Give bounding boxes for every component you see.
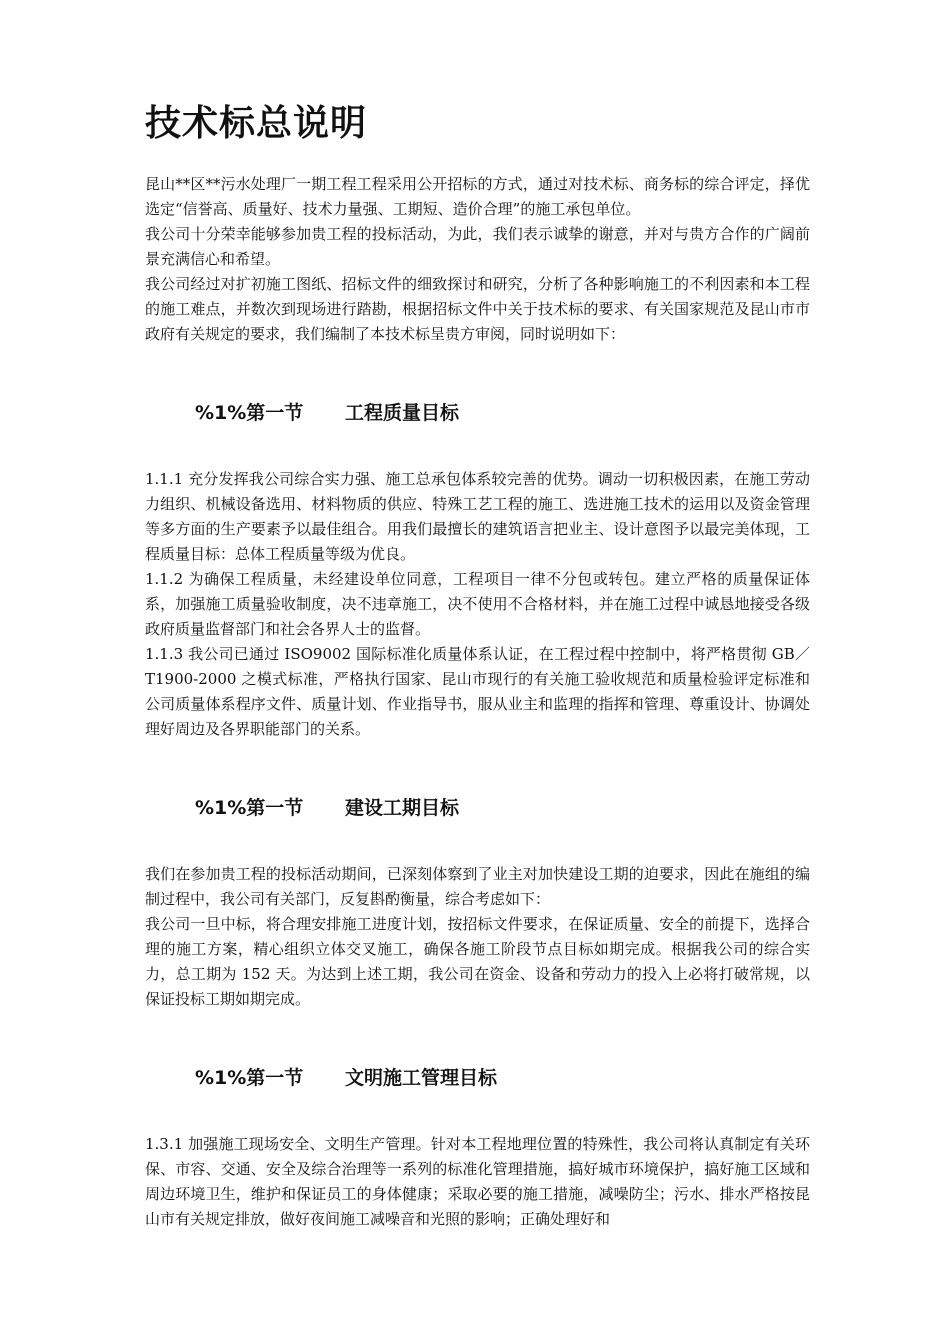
section-title: 文明施工管理目标 [345, 1067, 498, 1089]
section-number: %1%第一节 [195, 797, 304, 819]
section-schedule [145, 794, 810, 1012]
section-paragraph: 1.1.3 我公司已通过 ISO9002 国际标准化质量体系认证，在工程过程中控制中，将严格贯彻 GB／T1900-2000 之模式标准，严格执行国家、昆山市现行的有关施工验收规范和质量检验评定标准和公司质量体系程序文件、质量计划、作业指导书，服从业主和监理的指挥和管理、尊重设计、协调处理好周边及各界职能部门的关系。 [145, 645, 810, 738]
section-title: 建设工期目标 [345, 797, 460, 819]
intro-paragraph: 昆山**区**污水处理厂一期工程工程采用公开招标的方式，通过对技术标、商务标的综合评定，择优选定“信誉高、质量好、技术力量强、工期短、造价合理”的施工承包单位。 [145, 175, 810, 218]
section-paragraph: 我们在参加贵工程的投标活动期间，已深刻体察到了业主对加快建设工期的迫要求，因此在施组的编制过程中，我公司有关部门，反复斟酌衡量，综合考虑如下： [145, 865, 810, 908]
section-paragraph: 我公司一旦中标，将合理安排施工进度计划，按招标文件要求，在保证质量、安全的前提下，选择合理的施工方案，精心组织立体交叉施工，确保各施工阶段节点目标如期完成。根据我公司的综合实力，总工期为 152 天。为达到上述工期，我公司在资金、设备和劳动力的投入上必将打破常规，以保证投标工期如期完成。 [145, 915, 810, 1008]
intro-paragraph: 我公司经过对扩初施工图纸、招标文件的细致探讨和研究，分析了各种影响施工的不利因素和本工程的施工难点，并数次到现场进行踏勘，根据招标文件中关于技术标的要求、有关国家规范及昆山市市政府有关规定的要求，我们编制了本技术标呈贵方审阅，同时说明如下： [145, 275, 810, 343]
section-paragraph: 1.1.2 为确保工程质量，未经建设单位同意，工程项目一律不分包或转包。建立严格的质量保证体系，加强施工质量验收制度，决不违章施工，决不使用不合格材料，并在施工过程中诚恳地接受各级政府质量监督部门和社会各界人士的监督。 [145, 570, 810, 638]
section-heading [195, 1064, 810, 1092]
section-heading [195, 399, 810, 427]
intro-block [145, 172, 810, 347]
section-number: %1%第一节 [195, 1067, 304, 1089]
section-heading [195, 794, 810, 822]
section-number: %1%第一节 [195, 402, 304, 424]
document-page [145, 98, 810, 1232]
section-quality [145, 399, 810, 742]
intro-paragraph: 我公司十分荣幸能够参加贵工程的投标活动，为此，我们表示诚挚的谢意，并对与贵方合作的广阔前景充满信心和希望。 [145, 225, 810, 268]
section-civilized-construction [145, 1064, 810, 1232]
section-paragraph: 1.3.1 加强施工现场安全、文明生产管理。针对本工程地理位置的特殊性，我公司将认真制定有关环保、市容、交通、安全及综合治理等一系列的标准化管理措施，搞好城市环境保护，搞好施工区域和周边环境卫生，维护和保证员工的身体健康；采取必要的施工措施，减噪防尘；污水、排水严格按昆山市有关规定排放，做好夜间施工减噪音和光照的影响；正确处理好和 [145, 1135, 810, 1228]
section-paragraph: 1.1.1 充分发挥我公司综合实力强、施工总承包体系较完善的优势。调动一切积极因素，在施工劳动力组织、机械设备选用、材料物质的供应、特殊工艺工程的施工、选进施工技术的运用以及资金管理等多方面的生产要素予以最佳组合。用我们最擅长的建筑语言把业主、设计意图予以最完美体现，工程质量目标：总体工程质量等级为优良。 [145, 470, 810, 563]
section-title: 工程质量目标 [345, 402, 460, 424]
document-title: 技术标总说明 [145, 103, 368, 144]
